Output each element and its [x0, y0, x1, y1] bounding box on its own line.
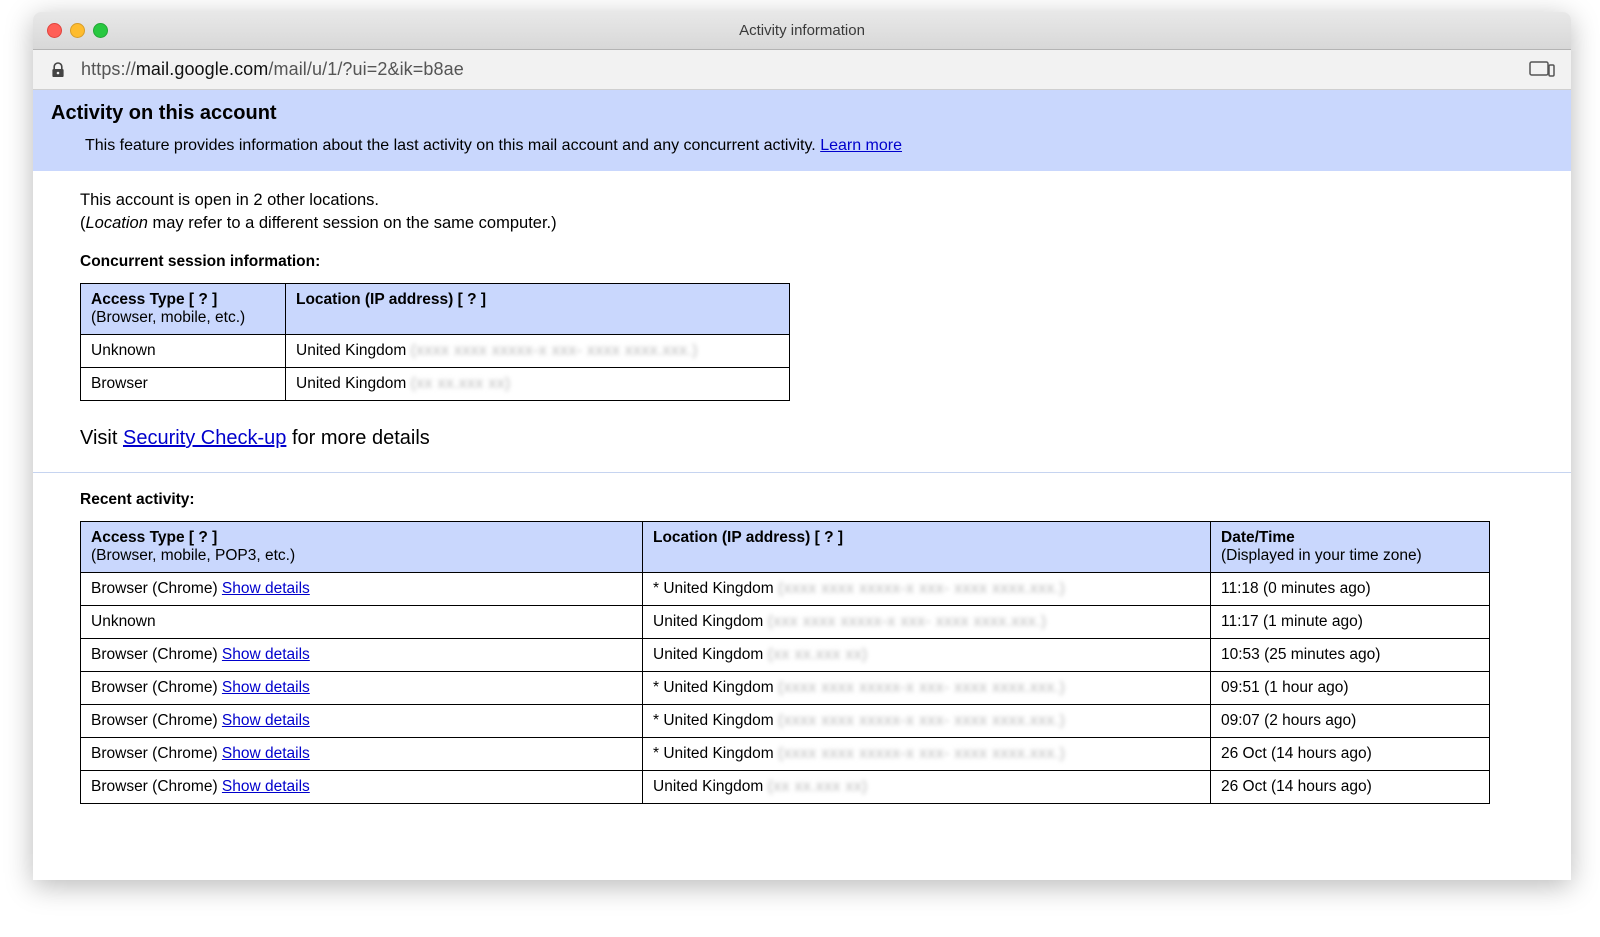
cell-access-type [81, 771, 643, 804]
col-access-type [81, 284, 286, 335]
banner-description [33, 137, 1571, 155]
access-type-text: Unknown [91, 613, 156, 630]
table-header-row [81, 522, 1490, 573]
cell-access-type: Unknown [81, 335, 286, 368]
cell-datetime: 09:07 (2 hours ago) [1211, 705, 1490, 738]
star-marker: * [653, 745, 664, 762]
access-type-text: Browser (Chrome) [91, 778, 218, 795]
table-row [81, 639, 1490, 672]
col-location [643, 522, 1211, 573]
col-datetime [1211, 522, 1490, 573]
page-title: Activity on this account [51, 102, 277, 124]
access-type-text: Browser (Chrome) [91, 679, 218, 696]
cell-location [643, 705, 1211, 738]
cell-access-type: Browser [81, 368, 286, 401]
recent-activity-table [80, 521, 1490, 804]
security-checkup-link[interactable]: Security Check-up [122, 427, 287, 449]
visit-prefix: Visit [80, 427, 123, 449]
address-bar[interactable] [33, 50, 1571, 90]
table-row [81, 368, 790, 401]
access-type-text: Browser (Chrome) [91, 646, 218, 663]
location-note-open: ( [80, 214, 86, 232]
cell-access-type [81, 606, 643, 639]
cell-access-type [81, 672, 643, 705]
ip-redacted: (xxxx xxxx xxxxx-x xxx- xxxx xxxx.xxx.) [777, 679, 1066, 696]
location-note-italic: Location [85, 214, 148, 232]
cell-location [643, 738, 1211, 771]
cell-location [643, 573, 1211, 606]
show-details-link[interactable]: Show details [221, 712, 310, 729]
location-note [80, 214, 1541, 233]
concurrent-session-table [80, 283, 790, 401]
table-row [81, 705, 1490, 738]
cell-location [643, 771, 1211, 804]
ip-redacted: (xx xx.xxx xx) [767, 778, 868, 795]
access-type-text: Browser (Chrome) [91, 580, 218, 597]
cell-access-type [81, 705, 643, 738]
table-row [81, 573, 1490, 606]
show-details-link[interactable]: Show details [221, 745, 310, 762]
col-datetime-label: Date/Time [1221, 529, 1295, 546]
location-name: United Kingdom [653, 778, 764, 795]
section-divider [33, 472, 1571, 473]
cell-datetime: 26 Oct (14 hours ago) [1211, 771, 1490, 804]
location-note-rest: may refer to a different session on the same computer.) [147, 214, 557, 232]
table-row [81, 335, 790, 368]
cell-datetime: 09:51 (1 hour ago) [1211, 672, 1490, 705]
show-details-link[interactable]: Show details [221, 646, 310, 663]
ip-redacted: (xx xx.xxx xx) [410, 375, 511, 392]
banner-description-text: This feature provides information about the last activity on this mail account and any concurrent activity. [85, 137, 816, 154]
url-host: mail.google.com [135, 59, 269, 79]
url-path: /mail/u/1/?ui=2&ik=b8ae [268, 59, 464, 79]
location-name: United Kingdom [653, 646, 764, 663]
cell-location [286, 368, 790, 401]
browser-window [33, 12, 1571, 880]
cell-location [643, 606, 1211, 639]
star-marker: * [653, 679, 664, 696]
ip-redacted: (xxxx xxxx xxxxx-x xxx- xxxx xxxx.xxx.) [777, 712, 1066, 729]
concurrent-session-heading: Concurrent session information: [80, 253, 321, 270]
location-name: United Kingdom [296, 375, 407, 392]
location-name: United Kingdom [663, 745, 774, 762]
cast-icon[interactable] [1529, 60, 1555, 80]
recent-activity-heading: Recent activity: [80, 491, 195, 508]
ip-redacted: (xxxx xxxx xxxxx-x xxx- xxxx xxxx.xxx.) [410, 342, 698, 359]
cell-datetime: 11:18 (0 minutes ago) [1211, 573, 1490, 606]
ip-redacted: (xx xx.xxx xx) [767, 646, 868, 663]
table-row [81, 606, 1490, 639]
show-details-link[interactable]: Show details [221, 580, 310, 597]
cell-location [286, 335, 790, 368]
col-datetime-sub: (Displayed in your time zone) [1221, 547, 1422, 564]
learn-more-link[interactable]: Learn more [820, 137, 903, 154]
ip-redacted: (xxxx xxxx xxxxx-x xxx- xxxx xxxx.xxx.) [777, 580, 1066, 597]
activity-banner [33, 90, 1571, 171]
show-details-link[interactable]: Show details [221, 778, 310, 795]
col-location-label: Location (IP address) [ ? ] [653, 529, 844, 546]
col-access-type-sub: (Browser, mobile, POP3, etc.) [91, 547, 296, 564]
ip-redacted: (xxx xxxx xxxxx-x xxx- xxxx xxxx.xxx.) [767, 613, 1047, 630]
url-scheme: https:// [81, 59, 136, 79]
location-name: United Kingdom [653, 613, 764, 630]
show-details-link[interactable]: Show details [221, 679, 310, 696]
location-name: United Kingdom [663, 712, 774, 729]
visit-suffix: for more details [286, 427, 430, 449]
location-name: United Kingdom [663, 679, 774, 696]
location-name: United Kingdom [663, 580, 774, 597]
activity-content [33, 171, 1571, 880]
table-header-row [81, 284, 790, 335]
cell-access-type [81, 738, 643, 771]
access-type-text: Browser (Chrome) [91, 712, 218, 729]
cell-location [643, 639, 1211, 672]
col-access-type-sub: (Browser, mobile, etc.) [91, 309, 246, 326]
table-row [81, 771, 1490, 804]
star-marker: * [653, 712, 664, 729]
cell-access-type [81, 573, 643, 606]
open-locations-text: This account is open in 2 other locations. [80, 191, 380, 209]
cell-access-type [81, 639, 643, 672]
url-text[interactable] [81, 59, 464, 80]
cell-datetime: 26 Oct (14 hours ago) [1211, 738, 1490, 771]
access-type-text: Browser (Chrome) [91, 745, 218, 762]
cell-datetime: 11:17 (1 minute ago) [1211, 606, 1490, 639]
table-row [81, 672, 1490, 705]
cell-location [643, 672, 1211, 705]
col-access-type-label: Access Type [ ? ] [91, 529, 218, 546]
col-access-type [81, 522, 643, 573]
col-access-type-label: Access Type [ ? ] [91, 291, 218, 308]
location-name: United Kingdom [296, 342, 407, 359]
ip-redacted: (xxxx xxxx xxxxx-x xxx- xxxx xxxx.xxx.) [777, 745, 1066, 762]
window-title: Activity information [739, 22, 865, 39]
cell-datetime: 10:53 (25 minutes ago) [1211, 639, 1490, 672]
col-location-label: Location (IP address) [ ? ] [296, 291, 487, 308]
table-row [81, 738, 1490, 771]
window-titlebar [33, 12, 1571, 50]
col-location [286, 284, 790, 335]
security-checkup-line [80, 427, 1541, 450]
lock-icon [49, 61, 67, 79]
star-marker: * [653, 580, 664, 597]
